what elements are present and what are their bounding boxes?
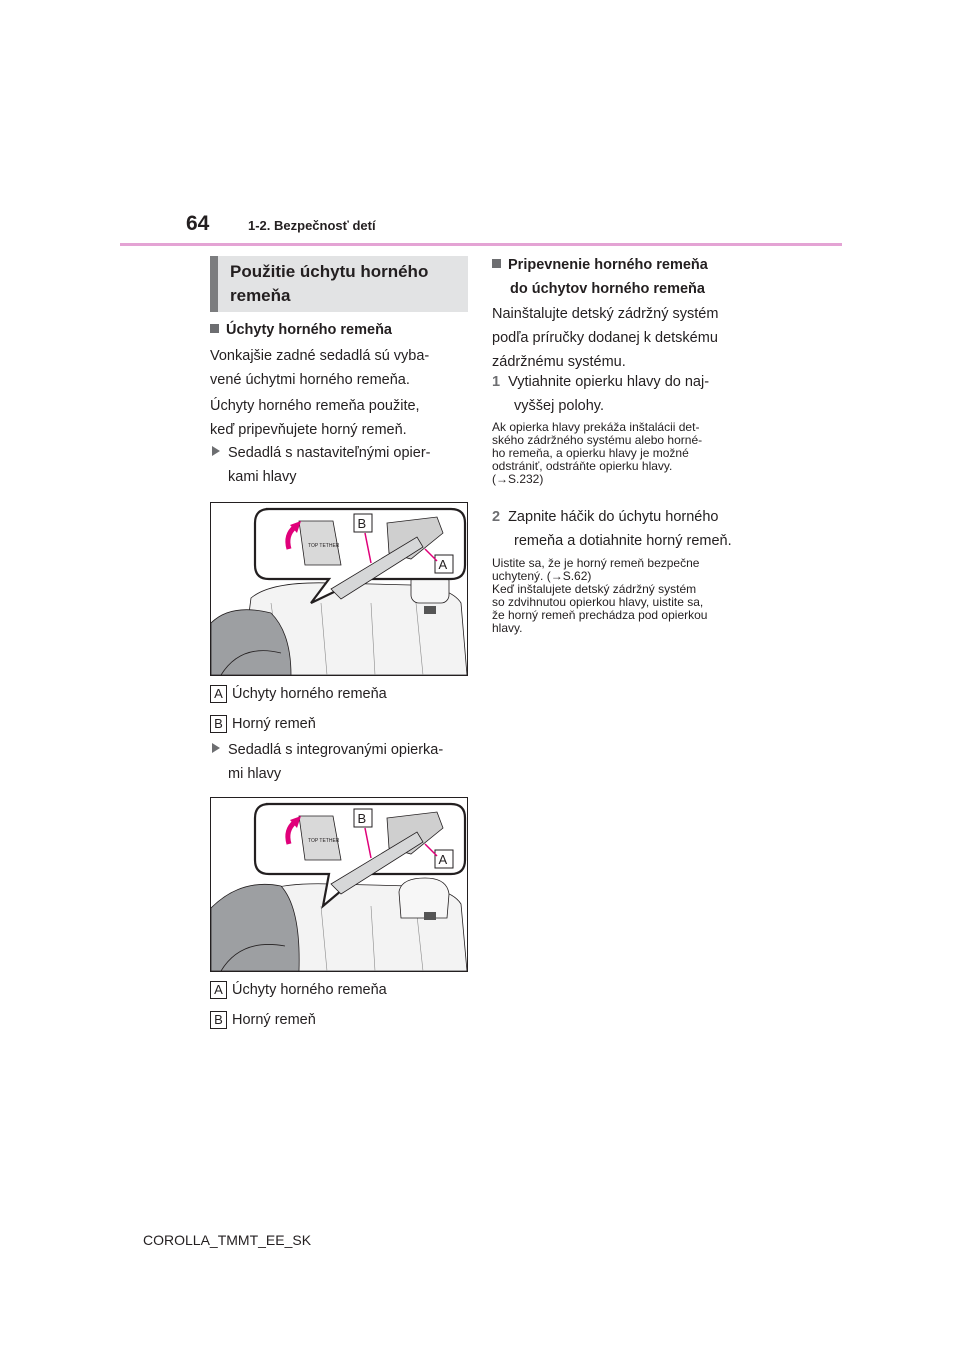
label-b-icon: B <box>210 715 227 733</box>
note-2 <box>492 557 707 635</box>
legend-2-item-b <box>210 1008 387 1032</box>
note1-line5: (→S.232) <box>492 472 544 486</box>
figure-tag-text-2: TOP TETHER <box>308 838 340 844</box>
svg-text:B: B <box>357 811 367 826</box>
box-heading-line1: Použitie úchytu horného <box>230 262 429 281</box>
bullet2-line1: Sedadlá s integrovanými opierka- <box>228 742 444 758</box>
bullet-integrated <box>212 738 443 786</box>
subheading-attach-line1: Pripevnenie horného remeňa <box>508 257 708 273</box>
step-2-line1: Zapnite háčik do úchytu horného <box>508 509 719 525</box>
section-title: 1-2. Bezpečnosť detí <box>248 218 376 233</box>
page-number: 64 <box>186 212 210 235</box>
triangle-bullet-icon <box>212 446 220 456</box>
label-a-icon: A <box>210 981 227 999</box>
note1-line2: ského zádržného systému alebo horné- <box>492 433 703 447</box>
legend-1 <box>210 682 387 736</box>
step-1 <box>492 370 709 418</box>
label-a-icon: A <box>210 685 227 703</box>
figure-adjustable-headrests <box>210 502 468 676</box>
note1-line1: Ak opierka hlavy prekáža inštalácii det- <box>492 420 700 434</box>
legend-2 <box>210 978 387 1032</box>
figure-tag-text-1: TOP TETHER <box>308 543 340 549</box>
subheading-attach-line2: do úchytov horného remeňa <box>510 281 705 297</box>
install-line1: Nainštalujte detský zádržný systém <box>492 306 719 322</box>
legend-2-b-text: Horný remeň <box>232 1012 316 1028</box>
bullet2-line2: mi hlavy <box>228 766 282 782</box>
legend-1-item-b <box>210 712 387 736</box>
document-code: COROLLA_TMMT_EE_SK <box>143 1232 312 1248</box>
label-b-icon: B <box>210 1011 227 1029</box>
install-line2: podľa príručky dodanej k detskému <box>492 330 718 346</box>
bullet-adjustable <box>212 441 431 489</box>
paragraph-2 <box>210 394 420 442</box>
square-bullet-icon <box>492 259 501 268</box>
step-1-line1: Vytiahnite opierku hlavy do naj- <box>508 374 710 390</box>
square-bullet-icon <box>210 324 219 333</box>
box-heading <box>210 256 468 312</box>
note2-line2: uchytený. (→S.62) <box>492 569 592 583</box>
step-2-number: 2 <box>492 509 501 525</box>
note1-line4: odstrániť, odstráňte opierku hlavy. <box>492 459 673 473</box>
step-1-line2: vyššej polohy. <box>514 398 604 414</box>
legend-1-a-text: Úchyty horného remeňa <box>232 686 387 702</box>
subheading-anchors-text: Úchyty horného remeňa <box>226 322 392 338</box>
legend-1-b-text: Horný remeň <box>232 716 316 732</box>
install-line3: zádržnému systému. <box>492 354 626 370</box>
para2-line2: keď pripevňujete horný remeň. <box>210 422 407 438</box>
svg-text:B: B <box>357 516 367 531</box>
para1-line1: Vonkajšie zadné sedadlá sú vyba- <box>210 348 430 364</box>
note1-line3: ho remeňa, a opierku hlavy je možné <box>492 446 689 460</box>
legend-1-item-a <box>210 682 387 706</box>
tether-anchor-illustration-1 <box>211 503 467 675</box>
note2-line3: Keď inštalujete detský zádržný systém <box>492 582 697 596</box>
box-heading-text <box>230 260 470 308</box>
svg-text:A: A <box>438 852 448 867</box>
figure-integrated-headrests <box>210 797 468 972</box>
step-2-line2: remeňa a dotiahnite horný remeň. <box>514 533 732 549</box>
triangle-bullet-icon <box>212 743 220 753</box>
note2-line6: hlavy. <box>492 621 523 635</box>
para2-line1: Úchyty horného remeňa použite, <box>210 398 420 414</box>
subheading-anchors <box>210 318 392 342</box>
note2-line5: že horný remeň prechádza pod opierkou <box>492 608 708 622</box>
step-1-number: 1 <box>492 374 501 390</box>
tether-anchor-illustration-2 <box>211 798 467 971</box>
svg-text:A: A <box>438 557 448 572</box>
step-2 <box>492 505 732 553</box>
note2-line4: so zdvihnutou opierkou hlavy, uistite sa, <box>492 595 704 609</box>
install-paragraph <box>492 302 718 374</box>
note2-line1: Uistite sa, že je horný remeň bezpečne <box>492 556 700 570</box>
box-heading-line2: remeňa <box>230 286 291 305</box>
bullet1-line1: Sedadlá s nastaviteľnými opier- <box>228 445 431 461</box>
bullet1-line2: kami hlavy <box>228 469 297 485</box>
paragraph-1 <box>210 344 429 392</box>
para1-line2: vené úchytmi horného remeňa. <box>210 372 410 388</box>
subheading-attach <box>492 253 708 301</box>
legend-2-a-text: Úchyty horného remeňa <box>232 982 387 998</box>
legend-2-item-a <box>210 978 387 1002</box>
header-rule <box>120 243 842 246</box>
note-1 <box>492 421 702 486</box>
